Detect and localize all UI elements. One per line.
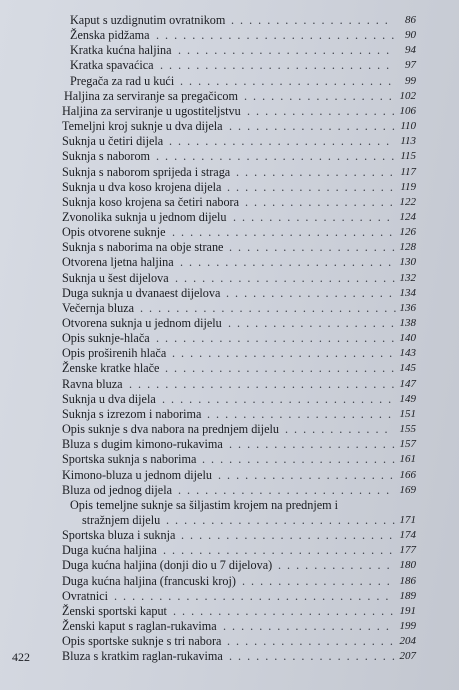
toc-entry-page: 130 [399,256,416,269]
toc-entry [0,497,459,513]
toc-entry [0,330,459,346]
toc-entry-title: Suknja s izrezom i naborima [62,406,202,421]
toc-entry-page: 102 [399,89,416,102]
toc-entry [0,179,459,195]
toc-entry-title: Suknja u četiri dijela [62,134,164,149]
toc-entry [0,512,459,528]
toc-entry-page: 171 [399,513,416,526]
toc-entry [0,285,459,301]
toc-entry-title: Opis sportske suknje s tri nabora [62,634,222,649]
toc-entry-title: Suknja koso krojena sa četiri nabora [62,194,240,209]
toc-leader-dots: ........................ [181,528,399,543]
toc-entry-title: Suknja s naborom [62,149,151,164]
toc-leader-dots: ........................ [180,73,398,88]
toc-entry [0,618,459,634]
toc-entry-page: 143 [399,347,416,360]
toc-entry [0,603,459,619]
toc-leader-dots: ................... [227,634,399,649]
toc-entry-page: 166 [399,468,416,481]
toc-entry-title: Otvorena ljetna haljina [62,255,174,270]
toc-entry-title: Suknja u dva koso krojena dijela [62,179,222,194]
toc-entry [0,239,459,255]
toc-entry-page: 191 [399,604,416,617]
toc-entry [0,103,459,119]
toc-leader-dots: ............................. [140,300,403,315]
toc-entry [0,300,459,316]
toc-entry-page: 115 [400,150,416,163]
toc-entry-title: Kimono-bluza u jednom dijelu [62,467,212,482]
toc-leader-dots: ............................... [114,588,395,603]
toc-entry-title: Ženske kratke hlače [62,361,160,376]
toc-entry-title: Opis suknje-hlača [62,331,150,346]
toc-entry [0,648,459,664]
toc-entry-title: Pregača za rad u kući [70,73,175,88]
toc-entry-page: 126 [399,226,416,239]
toc-entry-page: 94 [405,44,416,57]
toc-entry-title: Večernja bluza [62,300,135,315]
toc-leader-dots: .................. [231,13,394,27]
toc-leader-dots: ................... [229,119,401,134]
toc-entry [0,27,459,43]
toc-entry-page: 189 [399,589,416,602]
toc-leader-dots: ................... [226,285,398,300]
toc-entry-title: Otvorena suknja u jednom dijelu [62,316,222,330]
toc-entry-page: 149 [399,392,416,405]
toc-entry-page: 151 [399,407,416,420]
toc-leader-dots: .................. [233,209,396,224]
toc-entry [0,57,459,73]
toc-entry-page: 106 [399,104,416,117]
toc-leader-dots: ..................... [207,406,397,421]
toc-entry-title: Kaput s uzdignutim ovratnikom [70,13,226,27]
toc-entry-page: 117 [400,165,416,178]
toc-entry-title: Haljina za serviranje u ugostiteljstvu [62,103,241,118]
toc-entry [0,391,459,407]
toc-entry [0,164,459,180]
toc-entry-page: 90 [405,29,416,42]
toc-leader-dots: .......................... [163,543,399,558]
toc-entry [0,194,459,210]
toc-entry [0,254,459,270]
toc-entry [0,436,459,452]
toc-entry-title: Ravna bluza [62,376,123,391]
toc-entry-page: 180 [399,559,416,572]
toc-entry [0,542,459,558]
toc-entry-page: 97 [405,59,416,72]
toc-leader-dots: ................... [229,649,401,664]
toc-entry [0,148,459,164]
toc-entry-title: Ženska pidžama [70,28,150,43]
toc-entry [0,133,459,149]
toc-entry [0,209,459,225]
toc-entry [0,421,459,437]
toc-entry-title: Opis suknje s dva nabora na prednjem dijelu [62,422,279,437]
toc-entry [0,633,459,649]
toc-leader-dots: ................... [229,240,401,255]
toc-leader-dots: .......................... [166,512,402,527]
toc-entry [0,315,459,331]
toc-entry-title: Suknja u šest dijelova [62,270,169,285]
toc-entry-page: 207 [399,650,416,663]
toc-leader-dots: ......................... [175,270,402,285]
toc-entry-title: Opis proširenih hlača [62,346,167,361]
toc-entry-page: 134 [399,286,416,299]
toc-entry [0,270,459,286]
toc-entry-title: Ženski sportski kaput [62,603,167,618]
toc-entry-title: Bluza s kratkim raglan-rukavima [62,649,223,664]
toc-entry-page: 174 [399,529,416,542]
toc-leader-dots: ................... [229,437,401,452]
toc-entry-title: Haljina za serviranje sa pregačicom [64,88,238,103]
toc-entry-page: 169 [399,483,416,496]
toc-entry-title: Ženski kaput s raglan-rukavima [62,619,217,633]
toc-leader-dots: ................. [244,88,398,103]
toc-entry-title: Sportska bluza i suknja [62,528,176,543]
toc-entry [0,42,459,58]
toc-entry-page: 145 [399,362,416,375]
toc-entry-page: 138 [399,317,416,329]
toc-leader-dots: ...................... [202,452,402,467]
toc-leader-dots: ............ [285,422,394,437]
toc-leader-dots: ........................... [156,28,401,43]
toc-leader-dots: ......................... [173,603,400,618]
toc-entry-page: 124 [399,210,416,223]
toc-leader-dots: .......................... [160,58,396,73]
toc-leader-dots: ................... [223,619,395,633]
toc-entry [0,467,459,483]
toc-entry [0,376,459,392]
toc-leader-dots: ........................... [156,331,401,346]
toc-entry [0,345,459,361]
toc-entry-page: 155 [399,423,416,436]
toc-entry [0,527,459,543]
toc-leader-dots: ......................... [169,134,396,149]
toc-entry-title: Opis otvorene suknje [62,225,166,240]
toc-entry-title: Sportska suknja s naborima [62,452,197,467]
toc-entry-page: 128 [399,241,416,254]
toc-entry [0,557,459,573]
toc-entry-page: 177 [399,544,416,557]
toc-entry-page: 122 [399,195,416,208]
toc-entry-title: Zvonolika suknja u jednom dijelu [62,209,227,224]
toc-entry-title: Duga suknja u dvanaest dijelova [62,285,221,300]
page-number: 422 [12,650,30,664]
toc-entry-page: 136 [399,301,416,314]
toc-leader-dots: .............................. [129,376,401,391]
toc-leader-dots: ......................... [172,225,399,240]
toc-entry-page: 186 [399,574,416,587]
toc-leader-dots: ................. [247,103,401,118]
toc-entry [0,118,459,134]
toc-entry-page: 110 [400,120,416,133]
toc-entry [0,482,459,498]
toc-entry-title: Kratka kućna haljina [70,43,172,58]
toc-leader-dots: .......................... [165,361,401,376]
toc-entry [0,588,459,604]
toc-entry-title: Duga kućna haljina (francuski kroj) [62,573,236,588]
toc-entry-title: Suknja s naborima na obje strane [62,240,224,255]
toc-leader-dots: ................. [245,194,399,209]
toc-entry [0,573,459,589]
toc-leader-dots: .......................... [162,391,398,406]
toc-entry-title: Opis temeljne suknje sa šiljastim krojem na prednjem i [70,497,339,512]
toc-leader-dots: ............. [278,558,396,573]
toc-entry-page: 113 [400,135,416,148]
toc-entry-page: 119 [400,180,416,193]
toc-leader-dots: ................. [242,573,396,588]
toc-leader-dots: ......................... [172,346,399,361]
toc-entry-page: 147 [399,377,416,390]
toc-entry-page: 132 [399,271,416,284]
toc-entry-title: Ovratnici [62,588,109,603]
toc-entry-title: stražnjem dijelu [82,512,161,527]
toc-entry [0,12,459,28]
toc-entry-title: Bluza s dugim kimono-rukavima [62,437,223,452]
toc-entry [0,406,459,422]
toc-leader-dots: ........................ [178,482,396,497]
toc-leader-dots: .................... [218,467,399,482]
toc-leader-dots: ................... [228,316,400,330]
toc-entry-page: 157 [399,438,416,451]
toc-entry-page: 140 [399,332,416,345]
toc-entry-page: 99 [405,74,416,87]
toc-entry-page: 204 [399,635,416,648]
toc-entry-title: Duga kućna haljina (donji dio u 7 dijelova) [62,558,273,573]
toc-leader-dots: ........................ [178,43,396,58]
toc-leader-dots: ........................... [156,149,401,164]
toc-entry-title: Kratka spavaćica [70,58,154,73]
toc-entry [0,360,459,376]
toc-leader-dots: .................. [236,164,399,179]
toc-entry-title: Temeljni kroj suknje u dva dijela [62,119,223,134]
toc-leader-dots: ................... [227,179,399,194]
toc-entry-title: Bluza od jednog dijela [62,482,172,497]
toc-entry [0,451,459,467]
toc-entry-page: 199 [399,620,416,632]
toc-entry-title: Suknja u dva dijela [62,391,156,406]
toc-entry-page: 86 [405,14,416,26]
toc-entry-title: Duga kućna haljina [62,543,157,558]
toc-entry [0,224,459,240]
toc-entry [0,73,459,89]
toc-entry-page: 161 [399,453,416,466]
toc-leader-dots: ........................ [180,255,398,270]
toc-entry [0,88,459,104]
toc-entry-title: Suknja s naborom sprijeda i straga [62,164,231,179]
